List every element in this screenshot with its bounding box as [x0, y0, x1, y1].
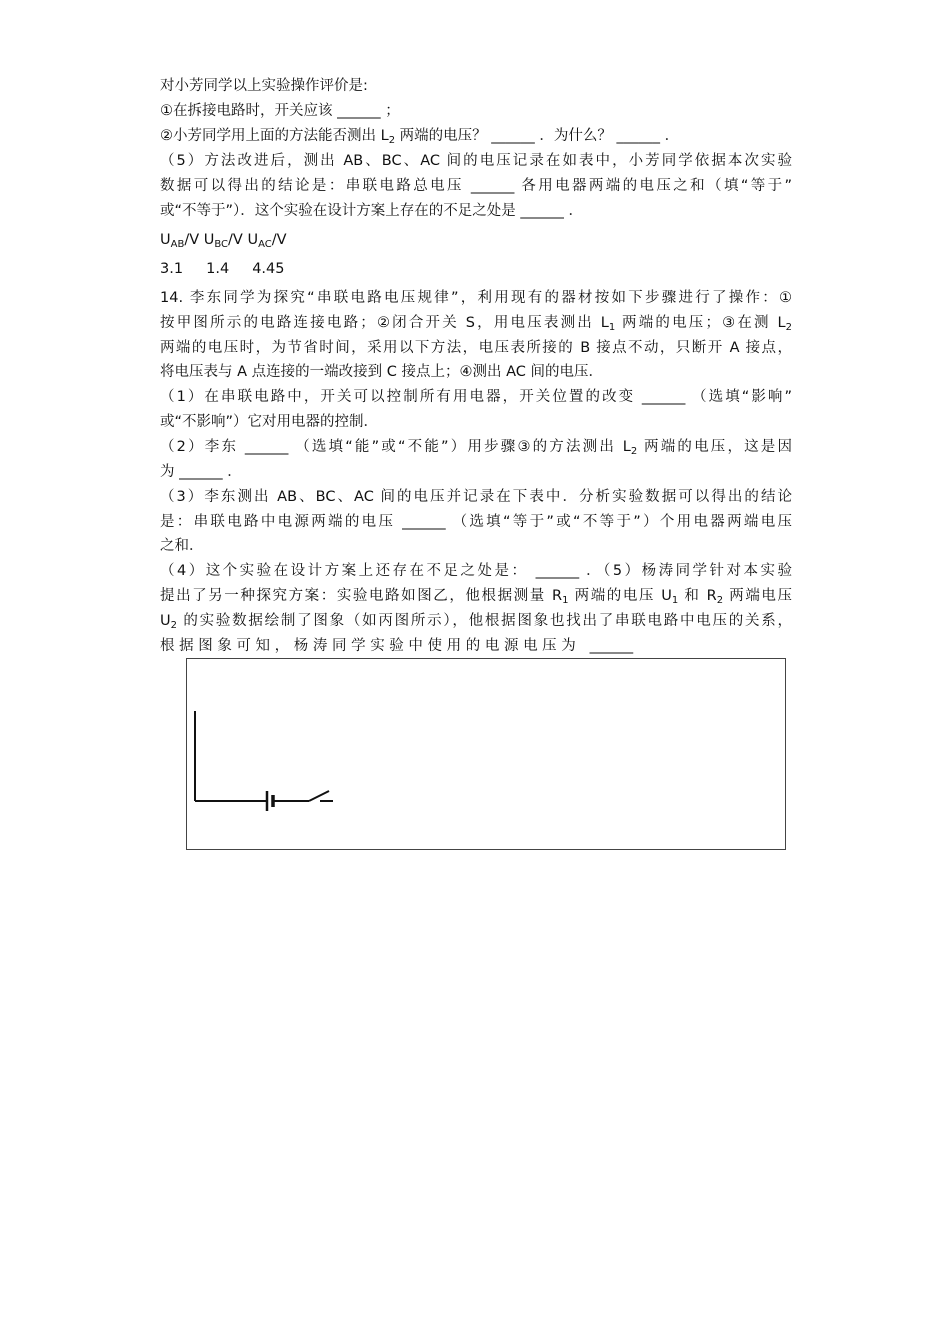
- question-14-line: 或“不影响”）它对用电器的控制．: [160, 414, 379, 430]
- table1-header: $U_{AB}/V$ $U_{BC}/V$ $U_{AC}/V$: [160, 232, 287, 250]
- question-14-line: （2）李东 ______ （选填“能”或“不能”）用步骤③的方法测出 $L_2$ 两端的电压，这是因: [160, 439, 792, 457]
- question-14-line: 之和．: [160, 538, 204, 554]
- question-14-line: 根 据 图 象 可 知 ， 杨 涛 同 学 实 验 中 使 用 的 电 源 电 压 为 ______: [160, 638, 634, 654]
- text-line: （5）方法改进后，测出 AB、BC、AC 间的电压记录在如表中，小芳同学依据本次实验: [160, 153, 792, 169]
- text-line: 或“不等于”）．这个实验在设计方案上存在的不足之处是 ______ ．: [160, 203, 583, 219]
- question-14-line: 按甲图所示的电路连接电路；②闭合开关 S，用电压表测出 $L_1$ 两端的电压；③在测 $L_2$: [160, 315, 793, 333]
- table1-values: 3.1 1.4 4.45: [160, 261, 285, 277]
- question-14-line: 提出了另一种探究方案：实验电路如图乙，他根据测量 $R_1$ 两端的电压 $U_1$ 和 $R_2$ 两端电压: [160, 588, 793, 606]
- question-14-line: （4）这个实验在设计方案上还存在不足之处是： ______ ．（5）杨涛同学针对本实验: [160, 563, 792, 579]
- text-line: 对小芳同学以上实验操作评价是:: [160, 78, 368, 94]
- circuit-jia: [195, 711, 333, 811]
- question-14-line: 将电压表与 A 点连接的一端改接到 C 接点上；④测出 AC 间的电压．: [160, 364, 603, 380]
- text-line: ②小芳同学用上面的方法能否测出 $L_2$ 两端的电压？ ______ ．为什么？ ______ ．: [160, 128, 680, 146]
- figure-svg: [187, 659, 785, 849]
- text-line: 数据可以得出的结论是：串联电路总电压 ______ 各用电器两端的电压之和（填“等于”: [160, 178, 792, 194]
- figure-panel: [186, 658, 786, 850]
- question-14-line: 14. 李东同学为探究“串联电路电压规律”，利用现有的器材按如下步骤进行了操作：①: [160, 290, 792, 306]
- question-14-line: （3）李东测出 AB、BC、AC 间的电压并记录在下表中．分析实验数据可以得出的结论: [160, 489, 792, 505]
- text-line: ①在拆接电路时，开关应该 ______ ；: [160, 103, 400, 119]
- question-14-line: 为 ______ ．: [160, 464, 242, 480]
- question-14-line: （1）在串联电路中，开关可以控制所有用电器，开关位置的改变 ______ （选填“影响”: [160, 389, 792, 405]
- question-14-line: $U_2$ 的实验数据绘制了图象（如丙图所示），他根据图象也找出了串联电路中电压的关系，: [160, 613, 792, 631]
- question-14-line: 两端的电压时，为节省时间，采用以下方法，电压表所接的 B 接点不动，只断开 A 接点，: [160, 340, 792, 356]
- question-14-line: 是：串联电路中电源两端的电压 ______ （选填“等于”或“不等于”）个用电器两端电压: [160, 514, 792, 530]
